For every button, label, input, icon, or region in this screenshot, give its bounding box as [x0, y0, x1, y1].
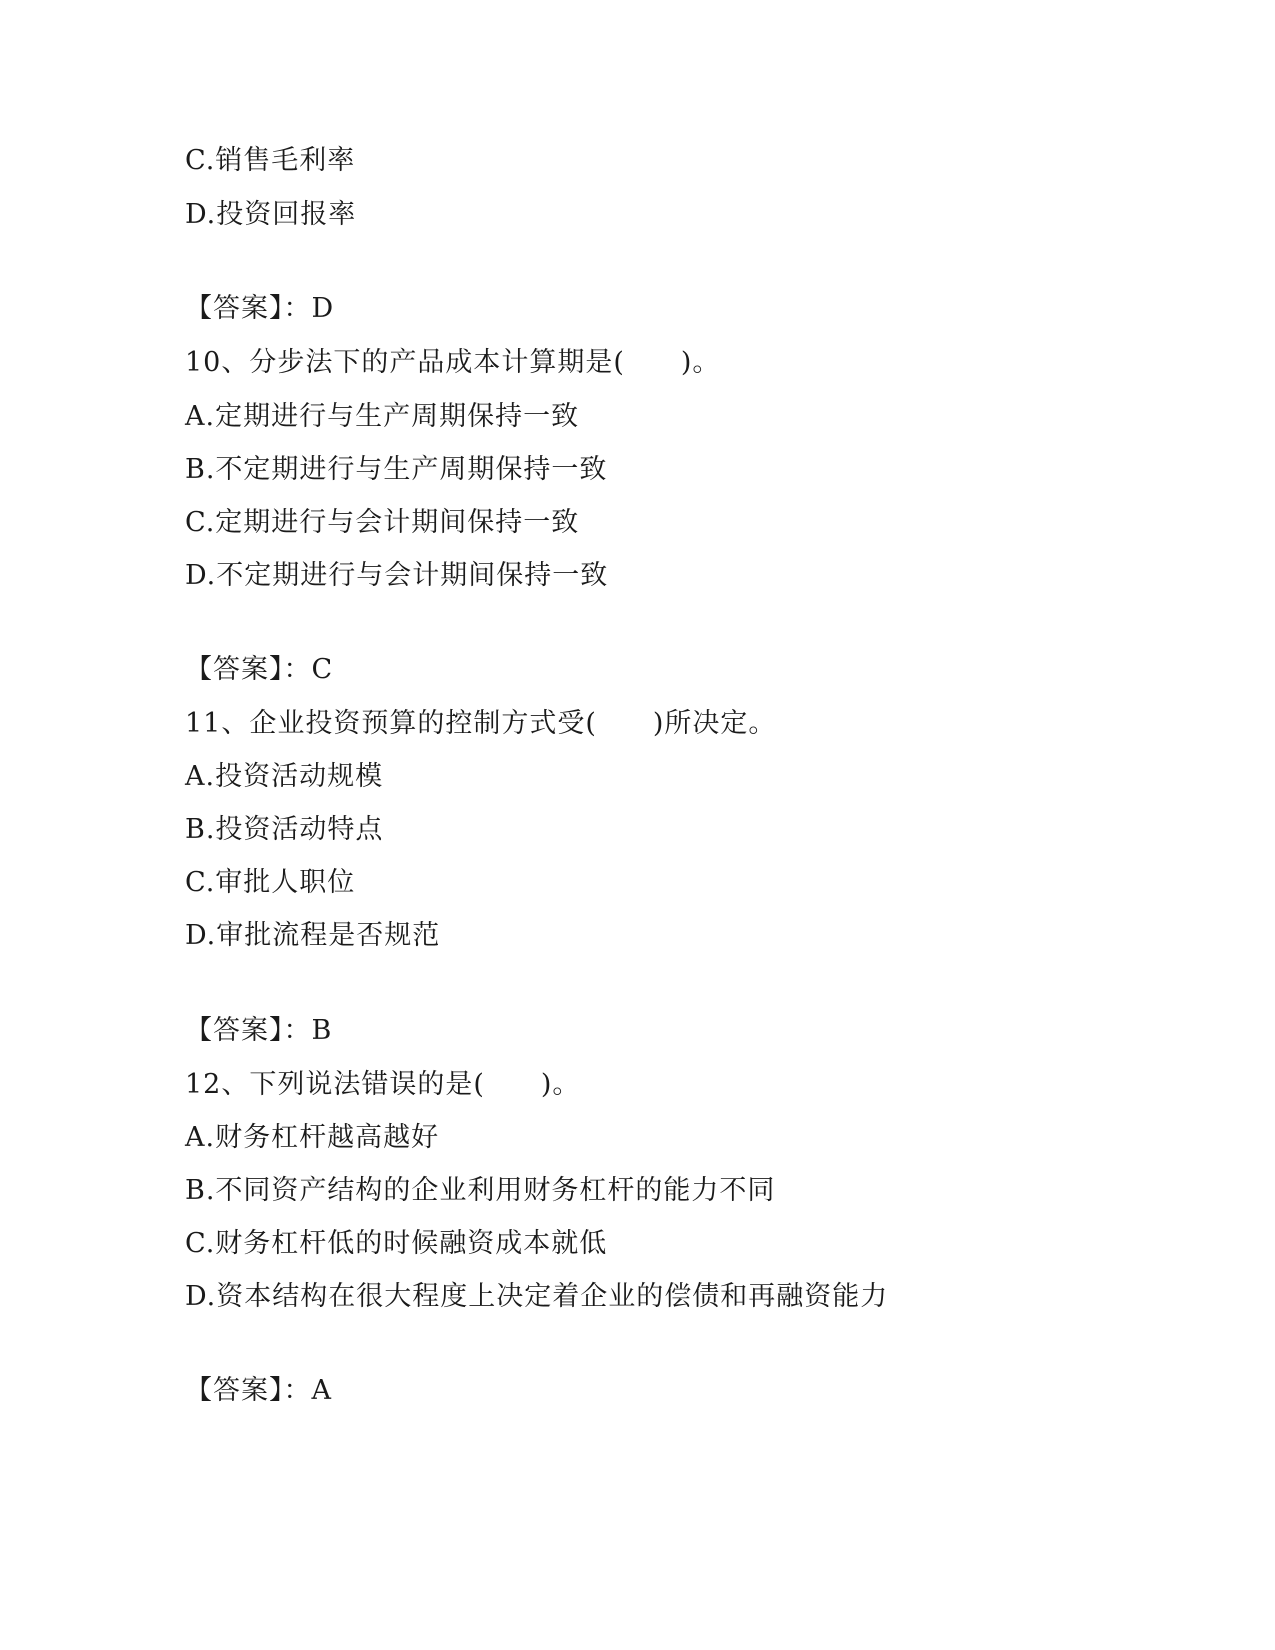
- option-a: A.定期进行与生产周期保持一致: [185, 401, 580, 432]
- option-c: C.销售毛利率: [185, 145, 356, 176]
- option-b: B.不定期进行与生产周期保持一致: [185, 454, 608, 485]
- answer-line: 【答案】：C: [185, 654, 334, 685]
- answer-line: 【答案】：D: [185, 293, 335, 324]
- option-c: C.定期进行与会计期间保持一致: [185, 507, 580, 538]
- option-d: D.资本结构在很大程度上决定着企业的偿债和再融资能力: [185, 1281, 889, 1312]
- option-a: A.投资活动规模: [185, 761, 384, 792]
- option-a: A.财务杠杆越高越好: [185, 1122, 440, 1153]
- option-d: D.投资回报率: [185, 199, 357, 230]
- answer-line: 【答案】：B: [185, 1015, 333, 1046]
- answer-line: 【答案】：A: [185, 1375, 332, 1406]
- question-stem: 10、分步法下的产品成本计算期是( )。: [185, 347, 721, 378]
- question-stem: 12、下列说法错误的是( )。: [185, 1069, 581, 1100]
- option-c: C.财务杠杆低的时候融资成本就低: [185, 1228, 608, 1259]
- question-stem: 11、企业投资预算的控制方式受( )所决定。: [185, 708, 777, 739]
- option-d: D.审批流程是否规范: [185, 920, 441, 951]
- option-c: C.审批人职位: [185, 867, 356, 898]
- option-b: B.投资活动特点: [185, 814, 384, 845]
- option-b: B.不同资产结构的企业利用财务杠杆的能力不同: [185, 1175, 776, 1206]
- option-d: D.不定期进行与会计期间保持一致: [185, 560, 609, 591]
